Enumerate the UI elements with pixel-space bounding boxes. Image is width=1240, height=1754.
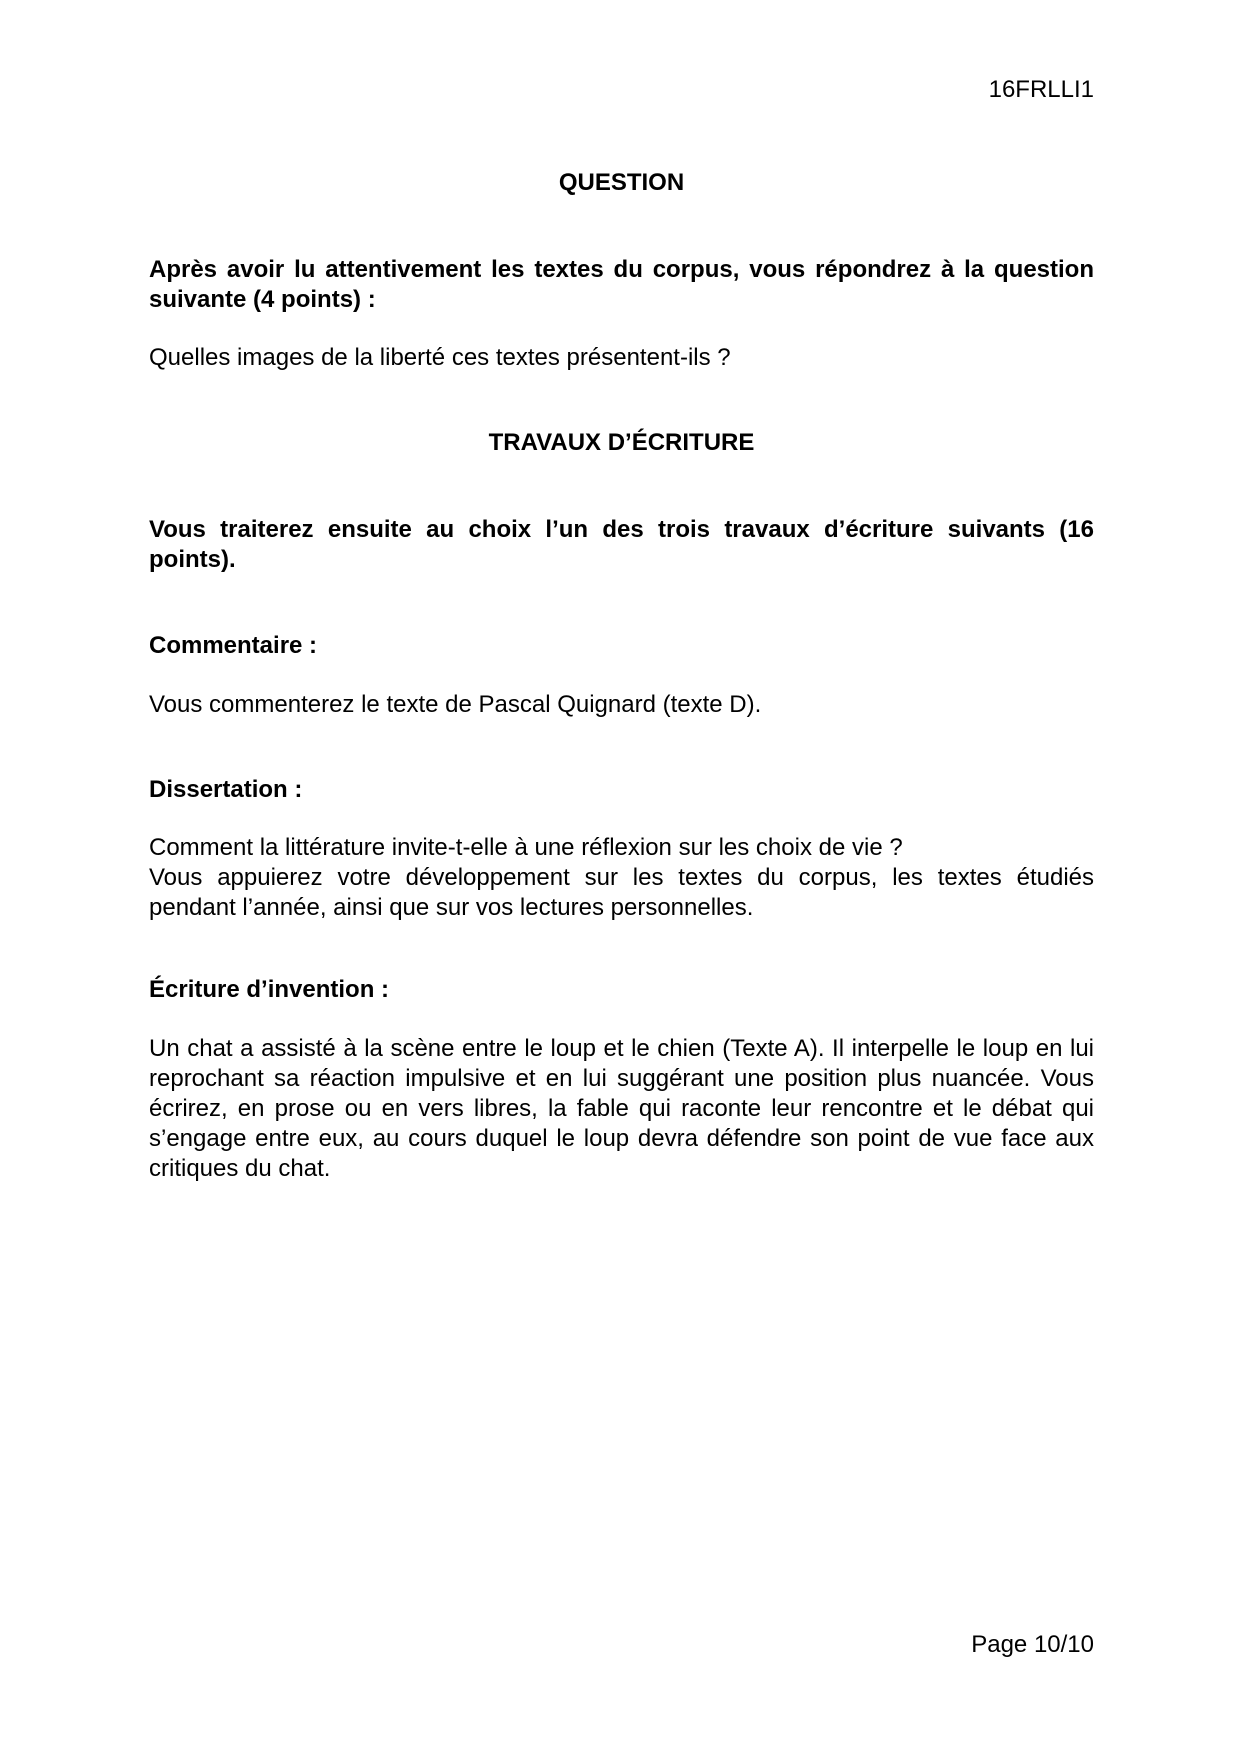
page-number: Page 10/10 [971, 1631, 1094, 1658]
writing-instruction: Vous traiterez ensuite au choix l’un des trois travaux d’écriture suivants (16 points). [149, 516, 1094, 573]
commentary-text: Vous commenterez le texte de Pascal Quignard (texte D). [149, 691, 762, 718]
dissertation-instructions: Vous appuierez votre développement sur les textes du corpus, les textes étudiés pendant l’année, ainsi que sur vos lectures personnelles. [149, 864, 1094, 921]
question-heading: QUESTION [558, 169, 685, 196]
document-code: 16FRLLI1 [988, 76, 1094, 103]
question-instruction: Après avoir lu attentivement les textes du corpus, vous répondrez à la question suivante (4 points) : [149, 256, 1094, 313]
question-text: Quelles images de la liberté ces textes présentent-ils ? [149, 344, 731, 371]
dissertation-text [149, 833, 1094, 923]
invention-title: Écriture d’invention : [149, 976, 390, 1003]
dissertation-title: Dissertation : [149, 776, 303, 803]
dissertation-question: Comment la littérature invite-t-elle à une réflexion sur les choix de vie ? [149, 834, 903, 861]
commentary-title: Commentaire : [149, 632, 318, 659]
invention-text: Un chat a assisté à la scène entre le loup et le chien (Texte A). Il interpelle le loup en lui reprochant sa réaction impulsive et en lui suggérant une position plus nuancée. Vous écrirez, en prose ou en vers libres, la fable qui raconte leur rencontre et le débat qui s’engage entre eux, au cours duquel le loup devra défendre son point de vue face aux critiques du chat. [149, 1035, 1094, 1182]
writing-heading: TRAVAUX D’ÉCRITURE [488, 429, 755, 456]
